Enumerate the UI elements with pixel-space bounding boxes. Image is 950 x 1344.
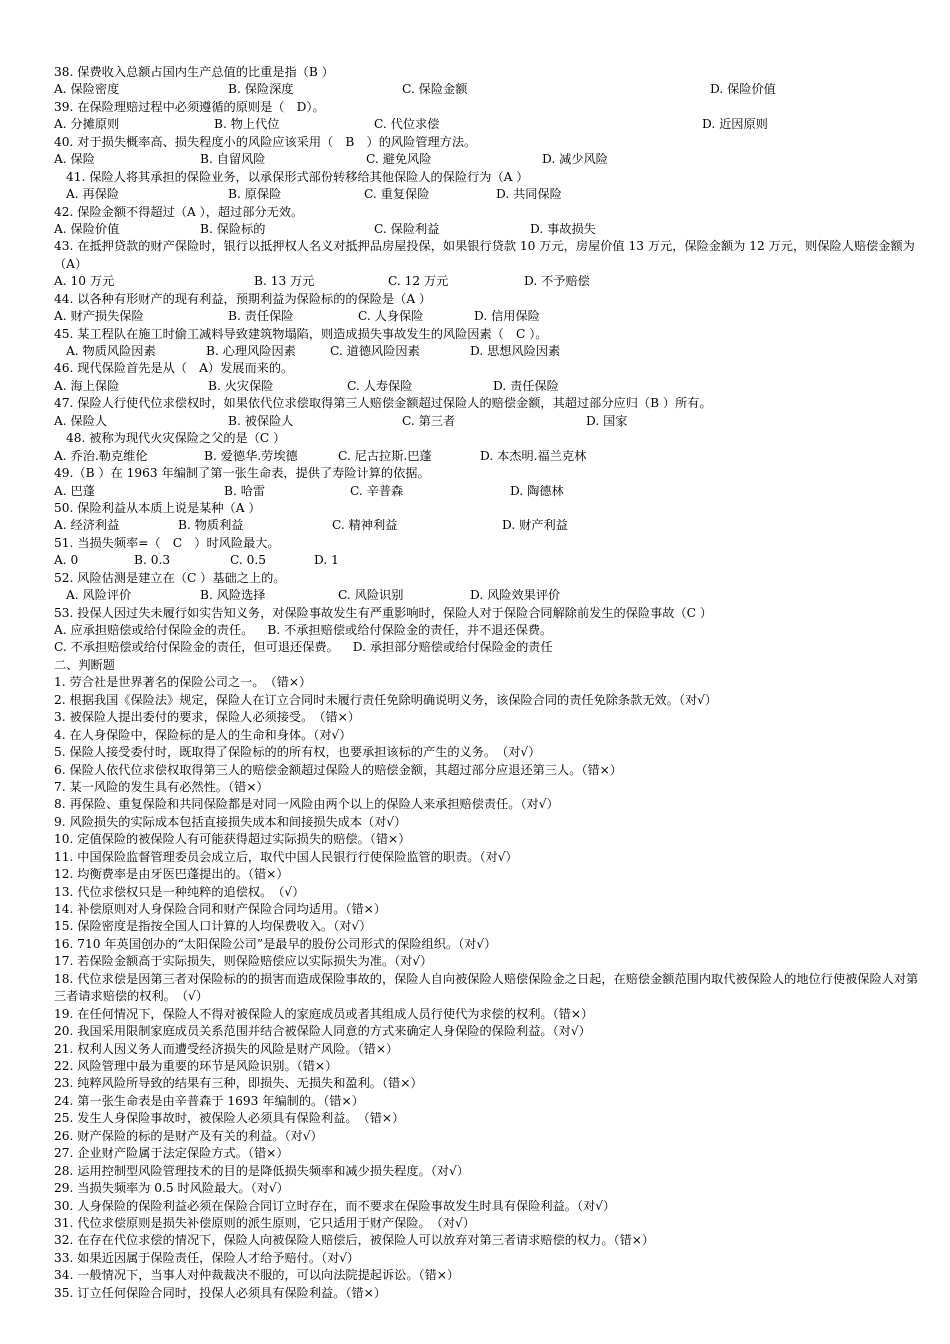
judgement-item: 21. 权利人因义务人而遭受经济损失的风险是财产风险。（错×）: [54, 1041, 399, 1056]
question-text: 45. 某工程队在施工时偷工减料导致建筑物塌陷，则造成损失事故发生的风险因素（ C ）。: [54, 326, 548, 341]
option-text: A. 乔治.勒克维伦: [54, 448, 148, 463]
option-text: A. 应承担赔偿或给付保险金的责任。: [54, 623, 254, 638]
option-row: [54, 413, 924, 430]
judgement-item: 35. 订立任何保险合同时，投保人必须具有保险利益。（错×）: [54, 1285, 387, 1300]
option-text: C. 人寿保险: [347, 378, 413, 393]
judgement-item: 22. 风险管理中最为重要的环节是风险识别。（错×）: [54, 1059, 338, 1073]
judgement-item: 19. 在任何情况下，保险人不得对被保险人的家庭成员或者其组成人员行使代为求偿的权利。（错×）: [54, 1006, 594, 1021]
option-text: C. 不承担赔偿或给付保险金的责任，但可退还保费。: [54, 640, 339, 655]
judgement-item: 26. 财产保险的标的是财产及有关的利益。（对√）: [54, 1128, 323, 1143]
question-text: 42. 保险金额不得超过（A ），超过部分无效。: [54, 204, 304, 219]
option-row: [54, 552, 924, 569]
option-row: [54, 378, 924, 395]
judgement-item: 3. 被保险人提出委付的要求，保险人必须接受。 （错×）: [54, 710, 361, 725]
option-text: C. 保险利益: [374, 221, 440, 236]
option-text: A. 巴蓬: [54, 483, 95, 498]
option-text: D. 近因原则: [702, 117, 768, 132]
option-text: A. 经济利益: [54, 518, 120, 533]
option-text: A. 分摊原则: [54, 117, 120, 132]
option-text: D. 共同保险: [496, 187, 562, 202]
option-text: A. 0: [54, 553, 79, 568]
judgement-item: 7. 某一风险的发生具有必然性。（错×）: [54, 779, 269, 794]
option-text: D. 事故损失: [530, 221, 596, 236]
option-row: [54, 221, 924, 238]
question-text: 47. 保险人行使代位求偿权时，如果依代位求偿取得第三人赔偿金额超过保险人的赔偿金额，其超过部分应归（B ）所有。: [54, 396, 712, 411]
question-text: 43. 在抵押贷款的财产保险时，银行以抵押权人名义对抵押品房屋投保，如果银行贷款 10 万元，房屋价值 13 万元，保险金额为 12 万元，则保险人赔偿金额为（A）: [54, 239, 915, 271]
option-text: C. 风险识别: [338, 588, 404, 603]
option-text: A. 保险密度: [54, 82, 120, 97]
judgement-item: 25. 发生人身保险事故时，被保险人必须具有保险利益。 （错×）: [54, 1111, 405, 1126]
option-text: D. 风险效果评价: [470, 588, 561, 603]
option-text: B. 原保险: [228, 187, 282, 202]
option-text: D. 保险价值: [710, 82, 776, 97]
option-text: B. 保险标的: [200, 221, 266, 236]
option-text: A. 保险: [54, 152, 95, 167]
judgement-item: 31. 代位求偿原则是损失补偿原则的派生原则，它只适用于财产保险。 （对√）: [54, 1215, 476, 1230]
judgement-item: 9. 风险损失的实际成本包括直接损失成本和间接损失成本（对√）: [54, 814, 407, 829]
option-text: A. 保险人: [54, 413, 108, 428]
option-text: B. 风险选择: [200, 588, 266, 603]
option-row: [54, 639, 924, 656]
option-row: [54, 151, 924, 168]
option-text: B. 心理风险因素: [206, 344, 296, 359]
option-text: C. 辛普森: [350, 483, 404, 498]
judgement-item: 15. 保险密度是指按全国人口计算的人均保费收入。（对√）: [54, 919, 372, 934]
option-text: D. 承担部分赔偿或给付保险金的责任: [352, 640, 553, 655]
question-text: 49.（B ）在 1963 年编制了第一张生命表，提供了寿险计算的依据。: [54, 466, 430, 481]
option-row: [54, 622, 924, 639]
option-text: D. 陶德林: [510, 483, 564, 498]
judgement-item: 6. 保险人依代位求偿权取得第三人的赔偿金额超过保险人的赔偿金额，其超过部分应退还第三人。（错×）: [54, 762, 623, 777]
judgement-item: 5. 保险人接受委付时，既取得了保险标的的所有权，也要承担该标的产生的义务。 （对√）: [54, 745, 541, 760]
option-text: A. 再保险: [66, 187, 120, 202]
judgement-item: 16. 710 年英国创办的“太阳保险公司”是最早的股份公司形式的保险组织。（对√）: [54, 936, 497, 951]
option-text: B. 不承担赔偿或给付保险金的责任，并不退还保费。: [267, 623, 553, 638]
option-row: [54, 483, 924, 500]
option-text: A. 财产损失保险: [54, 309, 144, 324]
option-text: B. 火灾保险: [208, 378, 274, 393]
judgement-item: 23. 纯粹风险所导致的结果有三种，即损失、无损失和盈利。（错×）: [54, 1076, 423, 1091]
option-row: [54, 343, 924, 360]
judgement-item: 27. 企业财产险属于法定保险方式。（错×）: [54, 1146, 289, 1161]
judgement-item: 20. 我国采用限制家庭成员关系范围并结合被保险人同意的方式来确定人身保险的保险利益。（对√）: [54, 1024, 591, 1039]
question-text: 51. 当损失频率=（ C ）时风险最大。: [54, 535, 280, 550]
question-text: 39. 在保险理赔过程中必须遵循的原则是（ D）。: [54, 99, 325, 114]
judgement-item: 2. 根据我国《保险法》规定，保险人在订立合同时未履行责任免除明确说明义务，该保险合同的责任免除条款无效。（对√）: [54, 692, 718, 707]
judgement-item: 10. 定值保险的被保险人有可能获得超过实际损失的赔偿。（错×）: [54, 832, 411, 847]
option-text: D. 减少风险: [542, 152, 608, 167]
judgement-item: 24. 第一张生命表是由辛普森于 1693 年编制的。（错×）: [54, 1093, 364, 1108]
option-row: [54, 273, 924, 290]
option-text: D. 1: [314, 553, 339, 568]
judgement-item: 34. 一般情况下，当事人对仲裁裁决不服的，可以向法院提起诉讼。（错×）: [54, 1268, 460, 1283]
question-text: 46. 现代保险首先是从（ A）发展而来的。: [54, 361, 294, 376]
judgement-item: 12. 均衡费率是由牙医巴蓬提出的。（错×）: [54, 867, 289, 882]
option-row: [54, 587, 924, 604]
option-row: [54, 81, 924, 98]
option-text: C. 0.5: [230, 553, 267, 568]
option-text: B. 责任保险: [228, 309, 294, 324]
judgement-item: 1. 劳合社是世界著名的保险公司之一。 （错×）: [54, 675, 312, 690]
question-text: 44. 以各种有形财产的现有利益，预期利益为保险标的的保险是（A ）: [54, 291, 432, 306]
question-text: 53. 投保人因过失未履行如实告知义务，对保险事故发生有严重影响时，保险人对于保险合同解除前发生的保险事故（C ）: [54, 605, 713, 620]
option-text: C. 重复保险: [364, 187, 430, 202]
option-text: C. 12 万元: [388, 274, 449, 289]
judgement-item: 13. 代位求偿权只是一种纯粹的追偿权。 （√）: [54, 884, 305, 899]
question-text: 52. 风险估测是建立在（C ）基础之上的。: [54, 570, 286, 585]
option-text: D. 信用保险: [474, 309, 540, 324]
option-row: [54, 186, 924, 203]
judgement-item: 32. 在存在代位求偿的情况下，保险人向被保险人赔偿后，被保险人可以放弃对第三者请求赔偿的权力。（错×）: [54, 1233, 655, 1248]
judgement-item: 8. 再保险、重复保险和共同保险都是对同一风险由两个以上的保险人来承担赔偿责任。（对√）: [54, 797, 559, 812]
option-row: [54, 448, 924, 465]
option-text: A. 10 万元: [54, 274, 115, 289]
option-text: B. 保险深度: [228, 82, 294, 97]
judgement-item: 4. 在人身保险中，保险标的是人的生命和身体。（对√）: [54, 727, 352, 742]
option-text: B. 13 万元: [254, 274, 315, 289]
question-text: 41. 保险人将其承担的保险业务，以承保形式部份转移给其他保险人的保险行为（A ）: [66, 169, 529, 184]
option-row: [54, 308, 924, 325]
judgement-item: 11. 中国保险监督管理委员会成立后，取代中国人民银行行使保险监管的职责。（对√）: [54, 849, 518, 864]
option-text: C. 人身保险: [358, 309, 424, 324]
option-text: D. 财产利益: [502, 518, 568, 533]
option-text: B. 被保险人: [228, 413, 294, 428]
option-text: B. 物上代位: [214, 117, 280, 132]
option-text: C. 避免风险: [366, 152, 432, 167]
option-text: C. 第三者: [402, 413, 456, 428]
option-text: A. 物质风险因素: [66, 344, 156, 359]
option-row: [54, 116, 924, 133]
document-page: [54, 64, 924, 1302]
judgement-item: 30. 人身保险的保险利益必须在保险合同订立时存在，而不要求在保险事故发生时具有保险利益。（对√）: [54, 1198, 616, 1213]
option-text: B. 爱德华.劳埃德: [204, 448, 298, 463]
judgement-item: 17. 若保险金额高于实际损失，则保险赔偿应以实际损失为准。（对√）: [54, 954, 433, 969]
option-text: B. 0.3: [134, 553, 171, 568]
option-text: A. 风险评价: [66, 588, 132, 603]
judgement-item: 33. 如果近因属于保险责任，保险人才给予赔付。（对√）: [54, 1250, 360, 1265]
option-text: A. 海上保险: [54, 378, 120, 393]
option-text: C. 道德风险因素: [330, 344, 420, 359]
option-text: C. 精神利益: [332, 518, 398, 533]
judgement-item: 28. 运用控制型风险管理技术的目的是降低损失频率和减少损失程度。（对√）: [54, 1163, 469, 1178]
question-text: 48. 被称为现代火灾保险之父的是（C ）: [66, 431, 286, 446]
judgement-item: 14. 补偿原则对人身保险合同和财产保险合同均适用。（错×）: [54, 902, 387, 917]
option-text: D. 思想风险因素: [470, 344, 561, 359]
option-text: A. 保险价值: [54, 221, 120, 236]
judgement-item: 18. 代位求偿是因第三者对保险标的的损害而造成保险事故的，保险人自向被保险人赔偿保险金之日起，在赔偿金额范围内取代被保险人的地位行使被保险人对第三者请求赔偿的权利。 （√）: [54, 971, 919, 1004]
option-text: C. 尼古拉斯.巴蓬: [338, 448, 432, 463]
question-text: 50. 保险利益从本质上说是某种（A ）: [54, 500, 261, 515]
option-text: D. 国家: [586, 413, 628, 428]
question-text: 38. 保费收入总额占国内生产总值的比重是指（B ）: [54, 65, 334, 79]
option-text: B. 物质利益: [178, 518, 244, 533]
judgement-item: 29. 当损失频率为 0.5 时风险最大。（对√）: [54, 1181, 289, 1196]
option-text: C. 代位求偿: [374, 117, 440, 132]
section-title: 二、判断题: [54, 657, 115, 672]
question-text: 40. 对于损失概率高、损失程度小的风险应该采用（ B ）的风险管理方法。: [54, 134, 477, 149]
option-text: D. 本杰明.福兰克林: [480, 448, 587, 463]
option-text: C. 保险金额: [402, 82, 468, 97]
option-text: B. 哈雷: [224, 483, 266, 498]
option-text: D. 不予赔偿: [524, 274, 590, 289]
option-text: B. 自留风险: [200, 152, 266, 167]
option-text: D. 责任保险: [493, 378, 559, 393]
option-row: [54, 517, 924, 534]
